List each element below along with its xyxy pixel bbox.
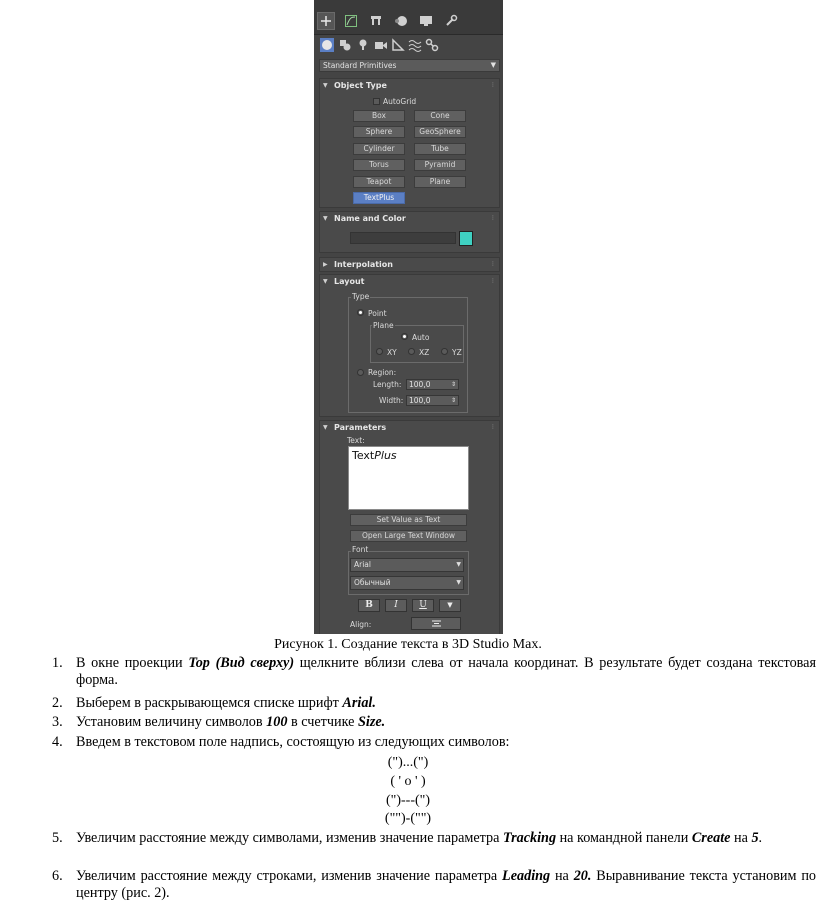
parameters-header[interactable] (320, 421, 499, 435)
align-label: Align: (350, 620, 372, 629)
monitor-icon (419, 14, 433, 28)
open-large-text-window-button[interactable]: Open Large Text Window (350, 530, 467, 542)
color-swatch[interactable] (459, 231, 473, 246)
text-run: щелкните вблизи слева от начала координат. В результате будет создана текстовая форма. (76, 655, 816, 688)
helpers-icon[interactable] (391, 38, 405, 52)
yz-label: YZ (452, 348, 462, 357)
rollout-title: Name and Color (334, 214, 406, 223)
emphasis-run: 5 (751, 830, 759, 846)
plane-label: Plane (373, 321, 394, 330)
autogrid-label: AutoGrid (383, 97, 417, 106)
object-type-button-pyramid[interactable]: Pyramid (414, 159, 466, 171)
symbol-line-1: (")...(") (387, 755, 429, 770)
width-spinner[interactable] (406, 395, 459, 406)
step-number: 4. (52, 734, 63, 750)
text-run: в счетчике (287, 714, 358, 730)
width-value: 100,0 (409, 396, 431, 405)
xy-radio[interactable] (376, 348, 383, 355)
emphasis-run: 100 (266, 714, 288, 730)
plus-icon (319, 14, 333, 28)
collapse-triangle-icon: ▼ (323, 82, 328, 89)
auto-label: Auto (412, 333, 430, 342)
systems-icon[interactable] (425, 38, 439, 52)
text-run: Увеличим расстояние между символами, изменив значение параметра (76, 830, 503, 846)
spinner-arrows-icon: ⇕ (450, 381, 456, 388)
layout-header[interactable] (320, 275, 499, 289)
command-panel-screenshot (314, 0, 503, 634)
chevron-down-icon: ▼ (490, 61, 496, 69)
auto-radio[interactable] (401, 333, 408, 340)
yz-radio[interactable] (441, 348, 448, 355)
rollout-title: Layout (334, 277, 365, 286)
more-format-chevron-icon[interactable]: ▼ (439, 599, 461, 612)
autogrid-checkbox[interactable] (373, 98, 380, 105)
text-run: Установим величину символов (76, 714, 267, 730)
step-text (76, 734, 816, 751)
space-warps-icon[interactable] (408, 38, 422, 52)
symbol-line-2: ( ' o ' ) (390, 774, 426, 789)
underline-button[interactable]: U (412, 599, 434, 612)
step-number: 3. (52, 714, 63, 730)
point-radio[interactable] (357, 309, 364, 316)
command-panel-tabs (314, 0, 503, 35)
text-run: Выберем в раскрывающемся списке шрифт (76, 695, 343, 711)
collapse-triangle-icon: ▼ (323, 215, 328, 222)
object-type-button-plane[interactable]: Plane (414, 176, 466, 188)
rollout-title: Parameters (334, 423, 387, 432)
format-toolbar (358, 599, 468, 612)
motion-tab[interactable] (392, 12, 410, 30)
object-name-field[interactable] (350, 232, 456, 244)
figure-caption: Рисунок 1. Создание текста в 3D Studio Max. (274, 637, 542, 652)
text-value-italic: Plus (374, 449, 397, 462)
width-label: Width: (379, 396, 404, 405)
emphasis-run: Top (Вид сверху) (188, 655, 295, 671)
primitives-dropdown[interactable] (319, 59, 500, 72)
emphasis-run: Tracking (502, 830, 557, 846)
font-style-dropdown[interactable] (350, 576, 464, 590)
step-number: 5. (52, 830, 63, 846)
display-tab[interactable] (417, 12, 435, 30)
drag-handle-icon: ⁞ (491, 214, 494, 222)
camera-icon[interactable] (374, 38, 388, 52)
align-center-icon (432, 620, 441, 628)
text-run: на командной панели (556, 830, 692, 846)
rollout-title: Object Type (334, 81, 387, 90)
object-type-button-torus[interactable]: Torus (353, 159, 405, 171)
wrench-icon (444, 14, 458, 28)
object-type-button-sphere[interactable]: Sphere (353, 126, 405, 138)
modify-curve-icon (344, 14, 358, 28)
xz-radio[interactable] (408, 348, 415, 355)
type-label: Type (352, 292, 370, 301)
object-type-button-textplus[interactable]: TextPlus (353, 192, 405, 204)
shapes-icon[interactable] (338, 38, 352, 52)
text-input-area[interactable] (348, 446, 469, 510)
region-radio[interactable] (357, 369, 364, 376)
step-number: 2. (52, 695, 63, 711)
step-text (76, 714, 816, 731)
emphasis-run: Arial. (342, 695, 376, 711)
interpolation-rollout (319, 257, 500, 272)
motion-icon (394, 14, 408, 28)
object-type-button-cone[interactable]: Cone (414, 110, 466, 122)
font-style-value: Обычный (354, 578, 391, 587)
point-label: Point (368, 309, 387, 318)
step-text (76, 830, 816, 847)
text-run: на (550, 868, 574, 884)
xy-label: XY (387, 348, 397, 357)
xz-label: XZ (419, 348, 430, 357)
modify-tab[interactable] (342, 12, 360, 30)
italic-button[interactable]: I (385, 599, 407, 612)
text-run: Выравнивание текста установим по центру (рис. 2). (76, 868, 816, 901)
create-tab[interactable] (317, 12, 335, 30)
hierarchy-icon (369, 14, 383, 28)
length-spinner[interactable] (406, 379, 459, 390)
object-type-button-geosphere[interactable]: GeoSphere (414, 126, 466, 138)
text-run: Введем в текстовом поле надпись, состоящую из следующих символов: (76, 734, 510, 750)
symbol-line-3: (")---(") (385, 793, 431, 808)
drag-handle-icon: ⁞ (491, 277, 494, 285)
rollout-title: Interpolation (334, 260, 393, 269)
chevron-down-icon: ▼ (456, 579, 461, 586)
drag-handle-icon: ⁞ (491, 423, 494, 431)
chevron-down-icon: ▼ (456, 561, 461, 568)
spinner-arrows-icon: ⇕ (450, 397, 456, 404)
object-type-button-box[interactable]: Box (353, 110, 405, 122)
emphasis-run: Create (691, 830, 731, 846)
set-value-as-text-button[interactable]: Set Value as Text (350, 514, 467, 526)
parameters-rollout (319, 420, 500, 634)
object-type-header[interactable] (320, 79, 499, 93)
text-value-plain: Text (352, 449, 375, 462)
length-value: 100,0 (409, 380, 431, 389)
text-run: В окне проекции (76, 655, 189, 671)
collapse-triangle-icon: ▼ (323, 278, 328, 285)
collapse-triangle-icon: ▼ (323, 424, 328, 431)
drag-handle-icon: ⁞ (491, 81, 494, 89)
name-and-color-rollout (319, 211, 500, 253)
step-text (76, 655, 816, 689)
layout-rollout (319, 274, 500, 417)
text-label: Text: (347, 436, 365, 445)
text-run: Увеличим расстояние между строками, изменив значение параметра (76, 868, 503, 884)
emphasis-run: 20. (573, 868, 592, 884)
align-button[interactable] (411, 617, 461, 630)
symbol-line-4: ("")-("") (384, 811, 432, 826)
object-type-rollout (319, 78, 500, 208)
interpolation-header[interactable] (320, 258, 499, 272)
emphasis-run: Size. (358, 714, 386, 730)
lights-icon[interactable] (356, 38, 370, 52)
text-run: . (758, 830, 763, 846)
bold-button[interactable]: B (358, 599, 380, 612)
category-bar (314, 34, 503, 56)
font-value: Arial (354, 560, 371, 569)
geometry-sphere-icon[interactable] (320, 38, 334, 52)
hierarchy-tab[interactable] (367, 12, 385, 30)
expand-triangle-icon: ▶ (323, 261, 328, 268)
object-type-button-cylinder[interactable]: Cylinder (353, 143, 405, 155)
text-run: на (730, 830, 752, 846)
name-and-color-header[interactable] (320, 212, 499, 226)
region-label: Region: (368, 368, 397, 377)
length-label: Length: (373, 380, 402, 389)
plane-group (370, 325, 464, 363)
font-dropdown[interactable] (350, 558, 464, 572)
utilities-tab[interactable] (442, 12, 460, 30)
dropdown-value: Standard Primitives (323, 61, 397, 70)
object-type-button-teapot[interactable]: Teapot (353, 176, 405, 188)
emphasis-run: Leading (502, 868, 551, 884)
drag-handle-icon: ⁞ (491, 260, 494, 268)
font-label: Font (352, 545, 369, 554)
step-text (76, 695, 816, 712)
step-number: 6. (52, 868, 63, 884)
step-number: 1. (52, 655, 63, 671)
step-text (76, 868, 816, 902)
object-type-button-tube[interactable]: Tube (414, 143, 466, 155)
